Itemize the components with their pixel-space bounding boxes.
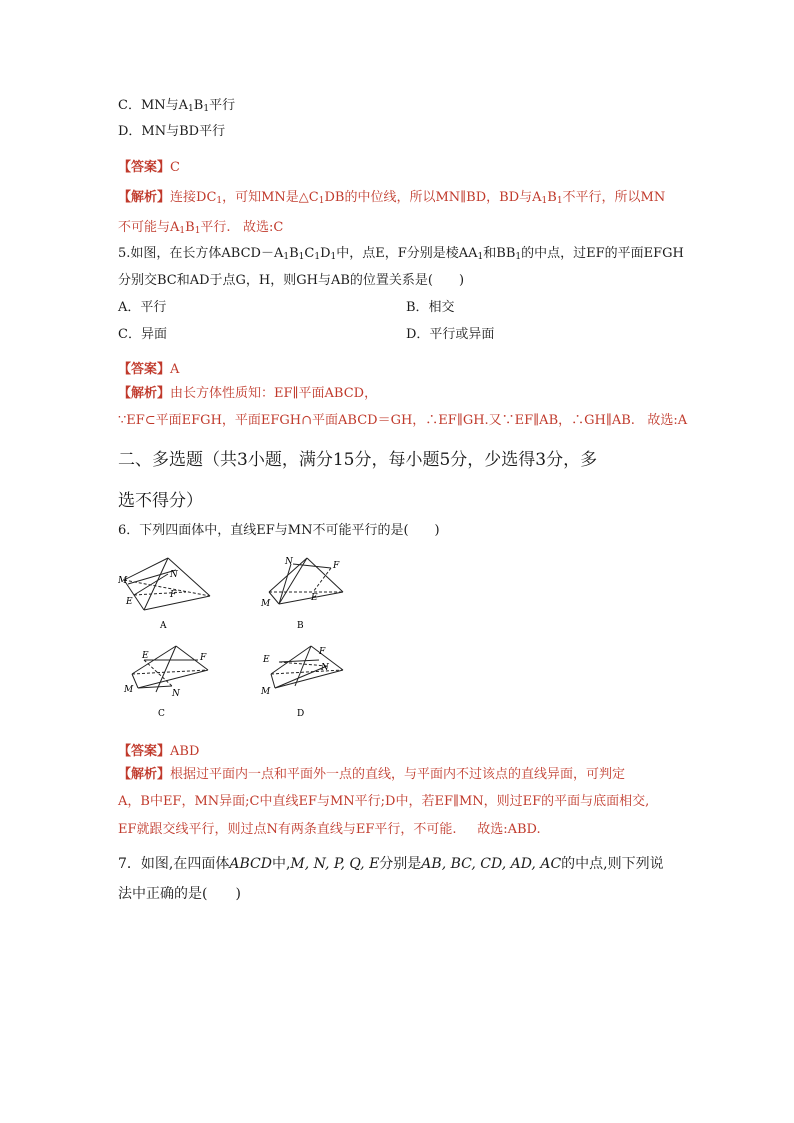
q5-option-b: B．相交 — [406, 300, 455, 315]
q5-stem-line1: 5.如图，在长方体$ABCD-A_1B_1C_1D_1$中，点E，F分别是棱$AA_1$和$BB_1$的中点，过EF的平面EFGH — [118, 246, 684, 262]
q6-stem: 6．下列四面体中，直线EF与MN不可能平行的是( ) — [118, 523, 440, 538]
q5-option-a: A．平行 — [118, 300, 167, 315]
q7-stem-line1: 7．如图,在四面体ABCD中,M, N, P, Q, E分别是AB, BC, CD, AD, AC的中点,则下列说 — [118, 856, 664, 872]
fig-a-label-m: M — [118, 576, 128, 586]
fig-c-label-n: N — [172, 689, 180, 699]
fig-b-label-m: M — [261, 599, 271, 609]
fig-b-label-n: N — [285, 557, 293, 567]
q6-analysis-line3: EF就跟交线平行，则过点N有两条直线与EF平行，不可能. 故选:ABD. — [118, 822, 541, 837]
q6-figure-b — [255, 552, 355, 632]
fig-c-label-m: M — [124, 685, 134, 695]
q7-stem-line2: 法中正确的是( ) — [118, 886, 241, 902]
fig-a-label-n: N — [170, 570, 178, 580]
q5-analysis-line2: ∵EF⊂平面EFGH，平面EFGH∩平面ABCD＝GH，∴EF∥GH.又∵EF∥AB，∴GH∥AB. 故选:A — [118, 413, 688, 428]
q6-analysis-line2: A，B中EF，MN异面;C中直线EF与MN平行;D中，若EF∥MN，则过EF的平面与底面相交, — [118, 794, 650, 809]
fig-a-caption: A — [160, 621, 167, 631]
fig-d-label-m: M — [261, 687, 271, 697]
fig-b-label-f: F — [333, 561, 340, 571]
q4-analysis-line2: 不可能与$A_1B_1$平行. 故选:C — [118, 220, 284, 236]
fig-d-caption: D — [297, 709, 305, 719]
fig-c-caption: C — [158, 709, 165, 719]
q6-answer: 【答案】ABD — [118, 744, 200, 759]
q5-analysis-line1: 【解析】由长方体性质知：EF∥平面ABCD， — [118, 386, 378, 401]
q6-analysis-line1: 【解析】根据过平面内一点和平面外一点的直线，与平面内不过该点的直线异面，可判定 — [118, 767, 626, 782]
fig-a-label-f: F — [170, 590, 177, 600]
q6-figure-d — [255, 640, 355, 720]
fig-d-label-e: E — [263, 655, 270, 665]
q4-option-d: D．MN与BD平行 — [118, 124, 226, 139]
q5-option-d: D．平行或异面 — [406, 327, 495, 342]
fig-b-caption: B — [297, 621, 304, 631]
q6-figure-c — [118, 640, 218, 720]
q6-figure-a — [118, 552, 218, 632]
fig-b-label-e: E — [311, 593, 318, 603]
q4-analysis-line1: 【解析】连接$DC_1$，可知MN是$\triangle C_1DB$的中位线，所以MN∥BD，BD与$A_1B_1$不平行，所以MN — [118, 190, 666, 206]
q5-option-c: C．异面 — [118, 327, 167, 342]
q4-option-c: C．MN与$A_1B_1$平行 — [118, 98, 236, 114]
fig-a-label-e: E — [126, 597, 133, 607]
section-heading-line1: 二、多选题（共3小题，满分15分，每小题5分，少选得3分，多 — [118, 450, 598, 470]
fig-d-label-n: N — [321, 663, 329, 673]
fig-d-label-f: F — [319, 647, 326, 657]
q5-answer: 【答案】A — [118, 362, 180, 377]
section-heading-line2: 选不得分） — [118, 491, 203, 511]
fig-c-label-e: E — [142, 651, 149, 661]
q5-stem-line2: 分别交BC和AD于点G，H，则GH与AB的位置关系是( ) — [118, 273, 465, 288]
q4-answer: 【答案】C — [118, 160, 180, 175]
fig-c-label-f: F — [200, 653, 207, 663]
